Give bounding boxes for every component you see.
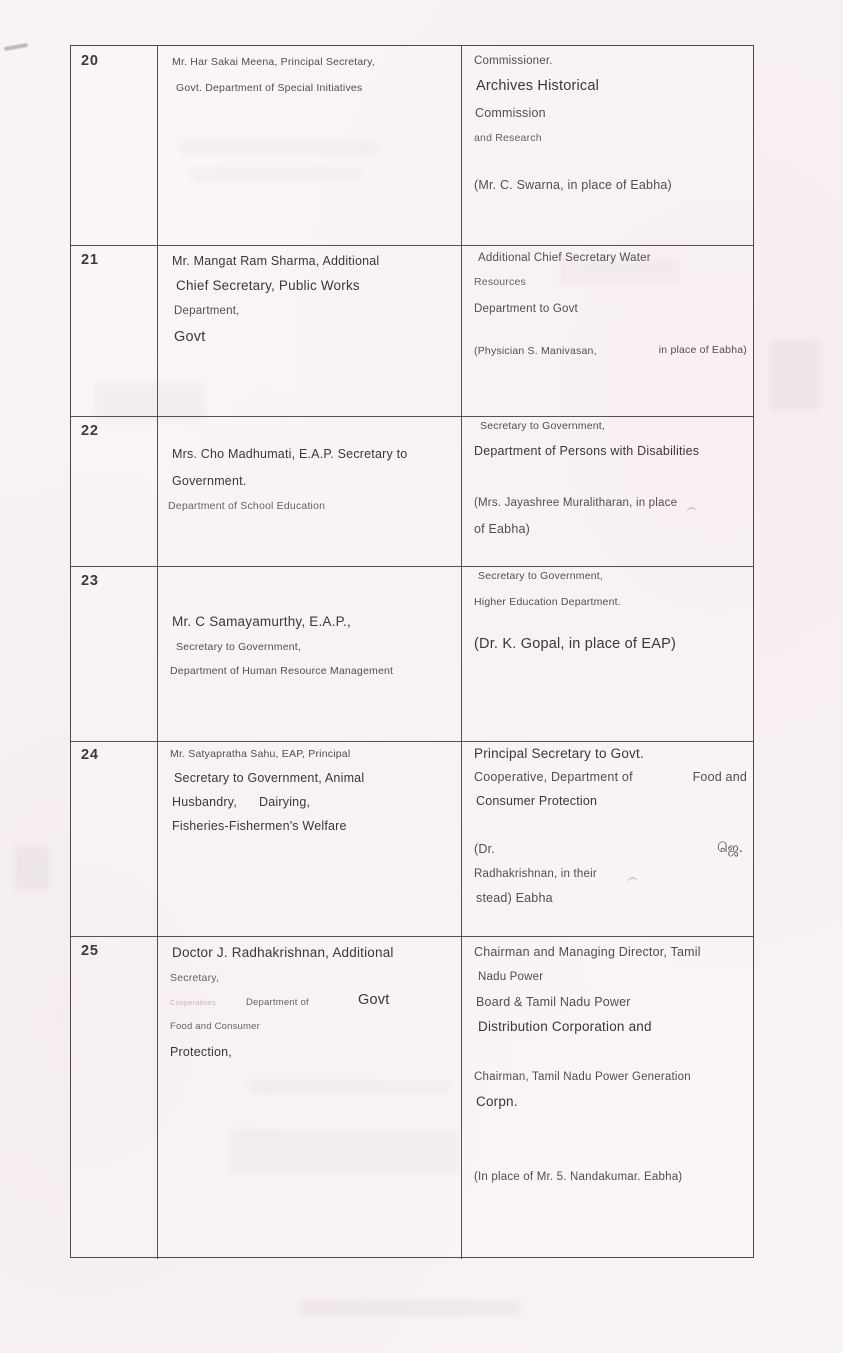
serial-number-cell bbox=[71, 417, 158, 566]
table-cell-line: Department to Govt bbox=[474, 303, 578, 315]
table-cell-line: Food and Consumer bbox=[170, 1021, 261, 1032]
officer-cell bbox=[158, 567, 462, 741]
table-row bbox=[71, 566, 753, 741]
table-cell-line: Doctor J. Radhakrishnan, Additional bbox=[172, 945, 394, 960]
table-cell-line: (Dr. bbox=[474, 842, 495, 856]
table-cell-line: (Dr. K. Gopal, in place of EAP) bbox=[474, 636, 677, 652]
serial-number: 20 bbox=[81, 53, 99, 69]
table-cell-line: Department of School Education bbox=[168, 500, 326, 512]
table-cell-line: Mr. Satyapratha Sahu, EAP, Principal bbox=[170, 748, 351, 760]
table-cell-line: Commission bbox=[475, 106, 546, 120]
table-cell-line: Mr. C Samayamurthy, E.A.P., bbox=[172, 614, 351, 629]
table-cell-line: (Mrs. Jayashree Muralitharan, in place bbox=[474, 497, 678, 509]
table-cell-line: Secretary to Government, bbox=[480, 420, 606, 432]
table-cell-line: and Research bbox=[474, 132, 542, 144]
table-cell-line: (In place of Mr. 5. Nandakumar. Eabha) bbox=[474, 1171, 683, 1183]
posting-cell bbox=[462, 937, 755, 1259]
table-cell-line: Husbandry, Dairying, bbox=[172, 795, 311, 809]
table-cell-line: Department of bbox=[246, 997, 309, 1008]
table-cell-line: stead) Eabha bbox=[476, 891, 553, 905]
officials-table bbox=[70, 45, 754, 1258]
table-cell-line: Nadu Power bbox=[478, 971, 544, 983]
scan-artifact bbox=[770, 340, 820, 410]
table-cell-line: Mr. Har Sakai Meena, Principal Secretary, bbox=[172, 56, 375, 68]
table-cell-line: Govt bbox=[174, 329, 206, 345]
table-cell-line: Department, bbox=[174, 305, 240, 317]
serial-number: 25 bbox=[81, 943, 99, 959]
serial-number-cell bbox=[71, 46, 158, 245]
table-row bbox=[71, 936, 753, 1259]
table-cell-line: Govt bbox=[358, 992, 390, 1008]
table-cell-line: Secretary, bbox=[170, 972, 220, 984]
table-cell-line: Cooperatives bbox=[170, 1000, 217, 1007]
scan-artifact bbox=[15, 845, 49, 891]
table-cell-line: in place of Eabha) bbox=[658, 344, 747, 356]
table-cell-line: of Eabha) bbox=[474, 522, 531, 536]
serial-number-cell bbox=[71, 567, 158, 741]
table-cell-line: Mr. Mangat Ram Sharma, Additional bbox=[172, 254, 380, 268]
officer-cell bbox=[158, 246, 462, 416]
table-cell-line: Archives Historical bbox=[476, 78, 600, 94]
scan-artifact bbox=[4, 43, 28, 51]
table-cell-line: Govt. Department of Special Initiatives bbox=[176, 82, 363, 94]
table-row bbox=[71, 416, 753, 566]
posting-cell bbox=[462, 46, 755, 245]
table-cell-line: Secretary to Government, Animal bbox=[174, 771, 365, 785]
table-cell-line: Resources bbox=[474, 276, 526, 288]
table-cell-line: Additional Chief Secretary Water bbox=[478, 252, 651, 264]
table-cell-line: Protection, bbox=[170, 1045, 232, 1059]
table-cell-line: Government. bbox=[172, 474, 247, 488]
serial-number-cell bbox=[71, 742, 158, 936]
officer-cell bbox=[158, 417, 462, 566]
officer-cell bbox=[158, 46, 462, 245]
table-cell-line: Principal Secretary to Govt. bbox=[474, 746, 644, 761]
table-cell-line: Radhakrishnan, in their bbox=[474, 868, 597, 880]
officer-cell bbox=[158, 742, 462, 936]
table-cell-line: Distribution Corporation and bbox=[478, 1019, 652, 1034]
table-cell-line: Fisheries-Fishermen's Welfare bbox=[172, 819, 347, 833]
table-row bbox=[71, 741, 753, 936]
table-cell-line: Cooperative, Department of bbox=[474, 770, 633, 784]
serial-number: 23 bbox=[81, 573, 99, 589]
table-cell-line: Chief Secretary, Public Works bbox=[176, 278, 360, 293]
serial-number-cell bbox=[71, 246, 158, 416]
scan-artifact bbox=[300, 1300, 520, 1316]
table-cell-line: Consumer Protection bbox=[476, 794, 598, 808]
table-cell-line: Board & Tamil Nadu Power bbox=[476, 995, 631, 1009]
serial-number: 24 bbox=[81, 747, 99, 763]
table-cell-line: Corpn. bbox=[476, 1094, 518, 1109]
serial-number: 22 bbox=[81, 423, 99, 439]
table-cell-line: (Mr. C. Swarna, in place of Eabha) bbox=[474, 178, 672, 192]
table-row bbox=[71, 46, 753, 245]
table-cell-line: (Physician S. Manivasan, bbox=[474, 345, 597, 357]
table-cell-line: Department of Persons with Disabilities bbox=[474, 444, 700, 458]
table-cell-line: Chairman, Tamil Nadu Power Generation bbox=[474, 1071, 691, 1083]
table-cell-line: ஜெ. bbox=[717, 840, 743, 855]
table-cell-line: Commissioner. bbox=[474, 55, 553, 67]
officer-cell bbox=[158, 937, 462, 1259]
posting-cell bbox=[462, 417, 755, 566]
posting-cell bbox=[462, 567, 755, 741]
posting-cell bbox=[462, 246, 755, 416]
table-cell-line: Secretary to Government, bbox=[176, 641, 302, 653]
serial-number-cell bbox=[71, 937, 158, 1259]
serial-number: 21 bbox=[81, 252, 99, 268]
table-cell-line: Department of Human Resource Management bbox=[170, 665, 394, 677]
table-cell-line: Higher Education Department. bbox=[474, 596, 621, 608]
table-cell-line: Mrs. Cho Madhumati, E.A.P. Secretary to bbox=[172, 447, 408, 461]
posting-cell bbox=[462, 742, 755, 936]
table-row bbox=[71, 245, 753, 416]
table-cell-line: Food and bbox=[692, 770, 747, 784]
table-cell-line: Secretary to Government, bbox=[478, 570, 604, 582]
table-cell-line: Chairman and Managing Director, Tamil bbox=[474, 945, 701, 959]
